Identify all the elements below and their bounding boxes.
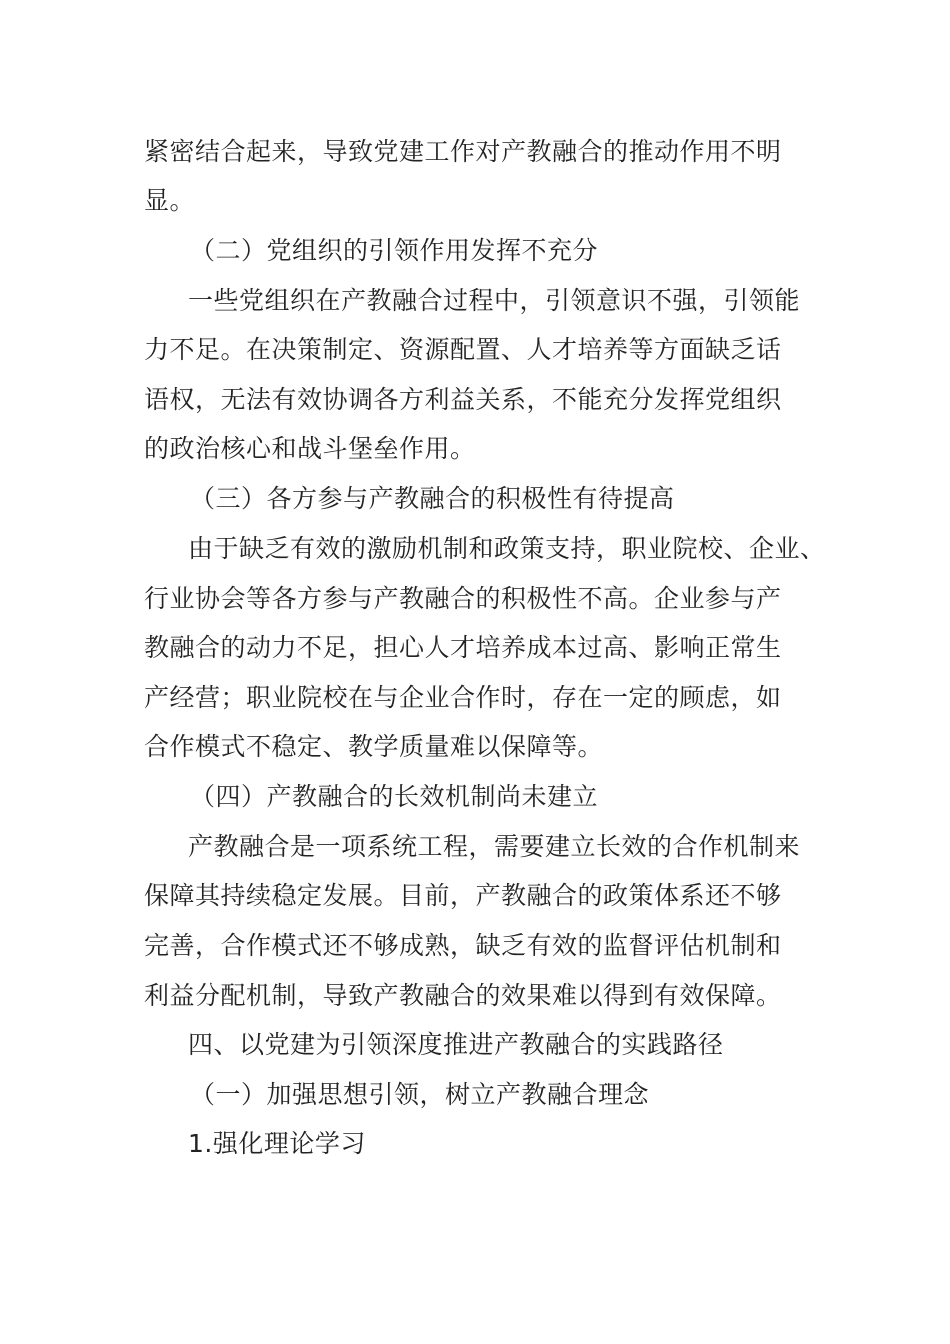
text-line: 力不足。在决策制定、资源配置、人才培养等方面缺乏话 [144, 335, 782, 364]
section-heading: （二）党组织的引领作用发挥不充分 [190, 236, 599, 265]
text-line: 紧密结合起来，导致党建工作对产教融合的推动作用不明 [144, 137, 782, 166]
text-line: 保障其持续稳定发展。目前，产教融合的政策体系还不够 [144, 881, 782, 910]
text-line: 利益分配机制，导致产教融合的效果难以得到有效保障。 [144, 981, 782, 1010]
section-heading: （三）各方参与产教融合的积极性有待提高 [190, 484, 675, 513]
section-heading: （四）产教融合的长效机制尚未建立 [190, 782, 599, 811]
text-line: 的政治核心和战斗堡垒作用。 [144, 434, 476, 463]
text-line: 一些党组织在产教融合过程中，引领意识不强，引领能 [188, 286, 801, 315]
text-line: 行业协会等各方参与产教融合的积极性不高。企业参与产 [144, 584, 782, 613]
subsection-heading: 1.强化理论学习 [188, 1129, 366, 1158]
text-line: 语权，无法有效协调各方利益关系，不能充分发挥党组织 [144, 385, 782, 414]
text-line: 教融合的动力不足，担心人才培养成本过高、影响正常生 [144, 633, 782, 662]
text-line: 显。 [144, 186, 196, 215]
text-line: 产经营；职业院校在与企业合作时，存在一定的顾虑，如 [144, 683, 782, 712]
text-line: 合作模式不稳定、教学质量难以保障等。 [144, 732, 604, 761]
text-line: 完善，合作模式还不够成熟，缺乏有效的监督评估机制和 [144, 931, 782, 960]
section-heading: （一）加强思想引领，树立产教融合理念 [190, 1080, 650, 1109]
text-line: 由于缺乏有效的激励机制和政策支持，职业院校、企业、 [188, 534, 826, 563]
text-line: 产教融合是一项系统工程，需要建立长效的合作机制来 [188, 832, 801, 861]
chapter-heading: 四、以党建为引领深度推进产教融合的实践路径 [188, 1030, 724, 1059]
